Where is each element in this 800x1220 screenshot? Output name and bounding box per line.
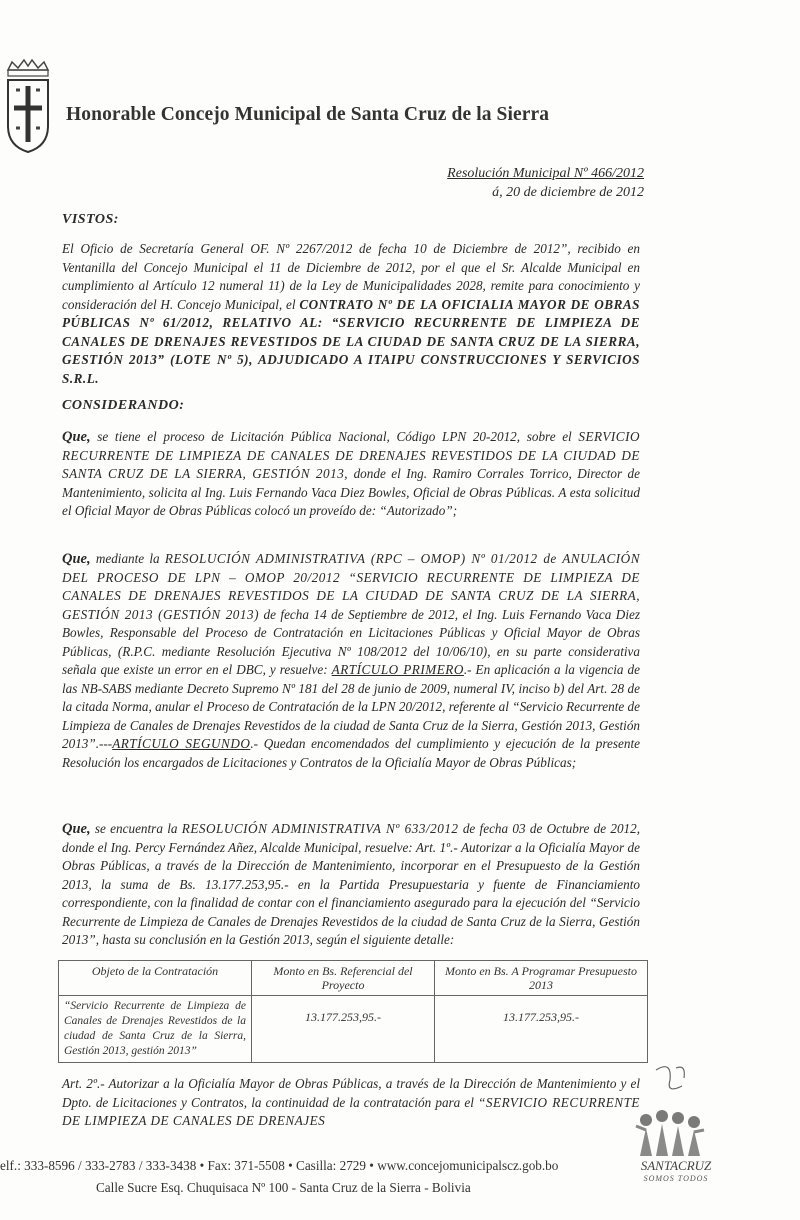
table-cell-objeto: “Servicio Recurrente de Limpieza de Canales de Drenajes Revestidos de la ciudad de Santa Cruz de la Sierra, Gestión 2013, gestión 2013” — [59, 996, 252, 1063]
table-cell-monto-programar: 13.177.253,95.- — [435, 996, 648, 1063]
resolution-date: á, 20 de diciembre de 2012 — [492, 185, 644, 200]
paragraph-text: donde el Ing. Ramiro Corrales Torrico, Director de Mantenimiento, solicita al Ing. Luis Fernando Vaca Diez Bowles, Oficial de Obras Públicas. A esta solicitud el Oficial Mayor de Obras Públicas colocó un proveído de: “Autorizado”; — [62, 466, 641, 518]
paragraph-text: se encuentra la — [94, 821, 178, 836]
paragraph-text: se tiene el proceso de Licitación Pública Nacional, Código LPN 20-2012, sobre el — [97, 429, 572, 444]
resolution-name: RESOLUCIÓN ADMINISTRATIVA (RPC – OMOP) Nº 01/2012 de ANULACIÓN DEL PROCESO DE LPN – OMOP 20/2012 “SERVICIO RECURRENTE DE LIMPIEZA DE CANALES DE DRENAJES REVESTIDOS DE LA CIUDAD DE SANTA CRUZ DE LA SIERRA, GESTIÓN 2013 (GESTIÓN 2013) — [62, 551, 640, 622]
article-2-paragraph — [62, 1075, 640, 1131]
paragraph-text: de fecha 14 de Septiembre de 2012, el Ing. Luis Fernando Vaca Diez Bowles, Responsable del Proceso de Contratación en Licitaciones Públicas y Oficial Mayor de Obras Públicas, (R.P.C. mediante Resolución Ejecutiva Nº 108/2012 del 10/06/10), en su parte considerativa señala que existe un error en el DBC, y resuelve: — [62, 606, 640, 677]
table-header-row — [59, 961, 648, 996]
organization-title: Honorable Concejo Municipal de Santa Cruz de la Sierra — [66, 104, 550, 125]
vistos-heading: VISTOS: — [62, 212, 119, 227]
municipal-crest-icon — [2, 56, 54, 156]
table-header: Monto en Bs. A Programar Presupuesto 2013 — [435, 961, 648, 996]
footer-contact: elf.: 333-8596 / 333-2783 / 333-3438 • Fax: 371-5508 • Casilla: 2729 • www.concejomunicipalscz.gob.bo — [0, 1158, 559, 1173]
contract-title: CONTRATO Nº DE LA OFICIALIA MAYOR DE OBRAS PÚBLICAS Nº 61/2012, RELATIVO AL: “SERVICIO RECURRENTE DE LIMPIEZA DE CANALES DE DRENAJES REVESTIDOS DE LA CIUDAD DE SANTA CRUZ DE LA SIERRA, GESTIÓN 2013” (LOTE Nº 5), ADJUDICADO A ITAIPU CONSTRUCCIONES Y SERVICIOS S.R.L. — [62, 296, 641, 386]
resolution-name: RESOLUCIÓN ADMINISTRATIVA Nº 633/2012 — [181, 821, 459, 836]
considerando-paragraph-3 — [62, 820, 640, 950]
vistos-text: El Oficio de Secretaría General OF. Nº 2267/2012 de fecha 10 de Diciembre de 2012”, recibido en Ventanilla del Concejo Municipal el 11 de Diciembre de 2012, por el que el Sr. Alcalde Municipal en cumplimiento al Artículo 12 numeral 11) de la Ley de Municipalidades 2028, remite para conocimiento y consideración del H. Concejo Municipal, el — [62, 241, 640, 312]
paragraph-text: de fecha 03 de Octubre de 2012, donde el Ing. Percy Fernández Añez, Alcalde Municipal, resuelve: Art. 1º.- Autorizar a la Oficialía Mayor de Obras Públicas, a través de la Dirección de Mantenimiento, incorporar en el Presupuesto de la Gestión 2013, la suma de Bs. 13.177.253,95.- en la Partida Presupuestaria y fuente de Financiamiento correspondiente, con la finalidad de contar con el financiamiento asegurado para la ejecución del “Servicio Recurrente de Limpieza de Canales de Drenajes Revestidos de la ciudad de Santa Cruz de la Sierra, Gestión 2013”, hasta su conclusión en la Gestión 2013, según el siguiente detalle: — [62, 821, 641, 947]
logo-text: SANTACRUZ — [640, 1158, 712, 1173]
article-second: ARTÍCULO SEGUNDO — [112, 736, 251, 751]
logo-subtitle: SOMOS TODOS — [643, 1174, 709, 1183]
que-label: Que, — [62, 551, 91, 567]
paragraph-text: .- En aplicación a la vigencia de las NB-SABS mediante Decreto Supremo Nº 181 del 28 de junio de 2009, numeral IV, inciso b) del Art. 28 de la citada Norma, anular el Proceso de Contratación de la LPN 20/2012, referente al “Servicio Recurrente de Limpieza de Canales de Drenajes Revestidos de la ciudad de Santa Cruz de la Sierra, Gestión 2013, Gestión 2013”.--- — [62, 662, 640, 751]
footer-address: Calle Sucre Esq. Chuquisaca Nº 100 - Santa Cruz de la Sierra - Bolivia — [96, 1180, 471, 1195]
table-row — [59, 996, 648, 1063]
service-name: SERVICIO RECURRENTE DE LIMPIEZA DE CANALES DE DRENAJES REVESTIDOS DE LA CIUDAD DE SANTA CRUZ DE LA SIERRA, GESTIÓN 2013, — [62, 429, 640, 481]
paragraph-text: mediante la — [95, 551, 160, 566]
que-label: Que, — [62, 429, 91, 445]
paragraph-text: .- Quedan encomendados del cumplimiento y ejecución de la presente Resolución los encargados de Licitaciones y Contratos de la Oficialía Mayor de Obras Públicas; — [62, 736, 640, 770]
considerando-paragraph-2 — [62, 550, 640, 772]
que-label: Que, — [62, 821, 91, 837]
article-first: ARTÍCULO PRIMERO — [331, 662, 464, 677]
budget-detail-table — [58, 960, 648, 1063]
paragraph-text: Art. 2º.- Autorizar a la Oficialía Mayor de Obras Públicas, a través de la Dirección de Mantenimiento y el Dpto. de Licitaciones y Contratos, la continuidad de la contratación para el — [62, 1076, 640, 1110]
table-cell-monto-referencial: 13.177.253,95.- — [252, 996, 435, 1063]
vistos-paragraph — [62, 240, 640, 388]
table-header: Objeto de la Contratación — [59, 961, 252, 996]
resolution-number: Resolución Municipal Nº 466/2012 — [447, 166, 644, 181]
considerando-heading: CONSIDERANDO: — [62, 398, 185, 413]
considerando-paragraph-1 — [62, 428, 640, 521]
service-name: “SERVICIO RECURRENTE DE LIMPIEZA DE CANALES DE DRENAJES — [62, 1094, 640, 1128]
table-header: Monto en Bs. Referencial del Proyecto — [252, 961, 435, 996]
